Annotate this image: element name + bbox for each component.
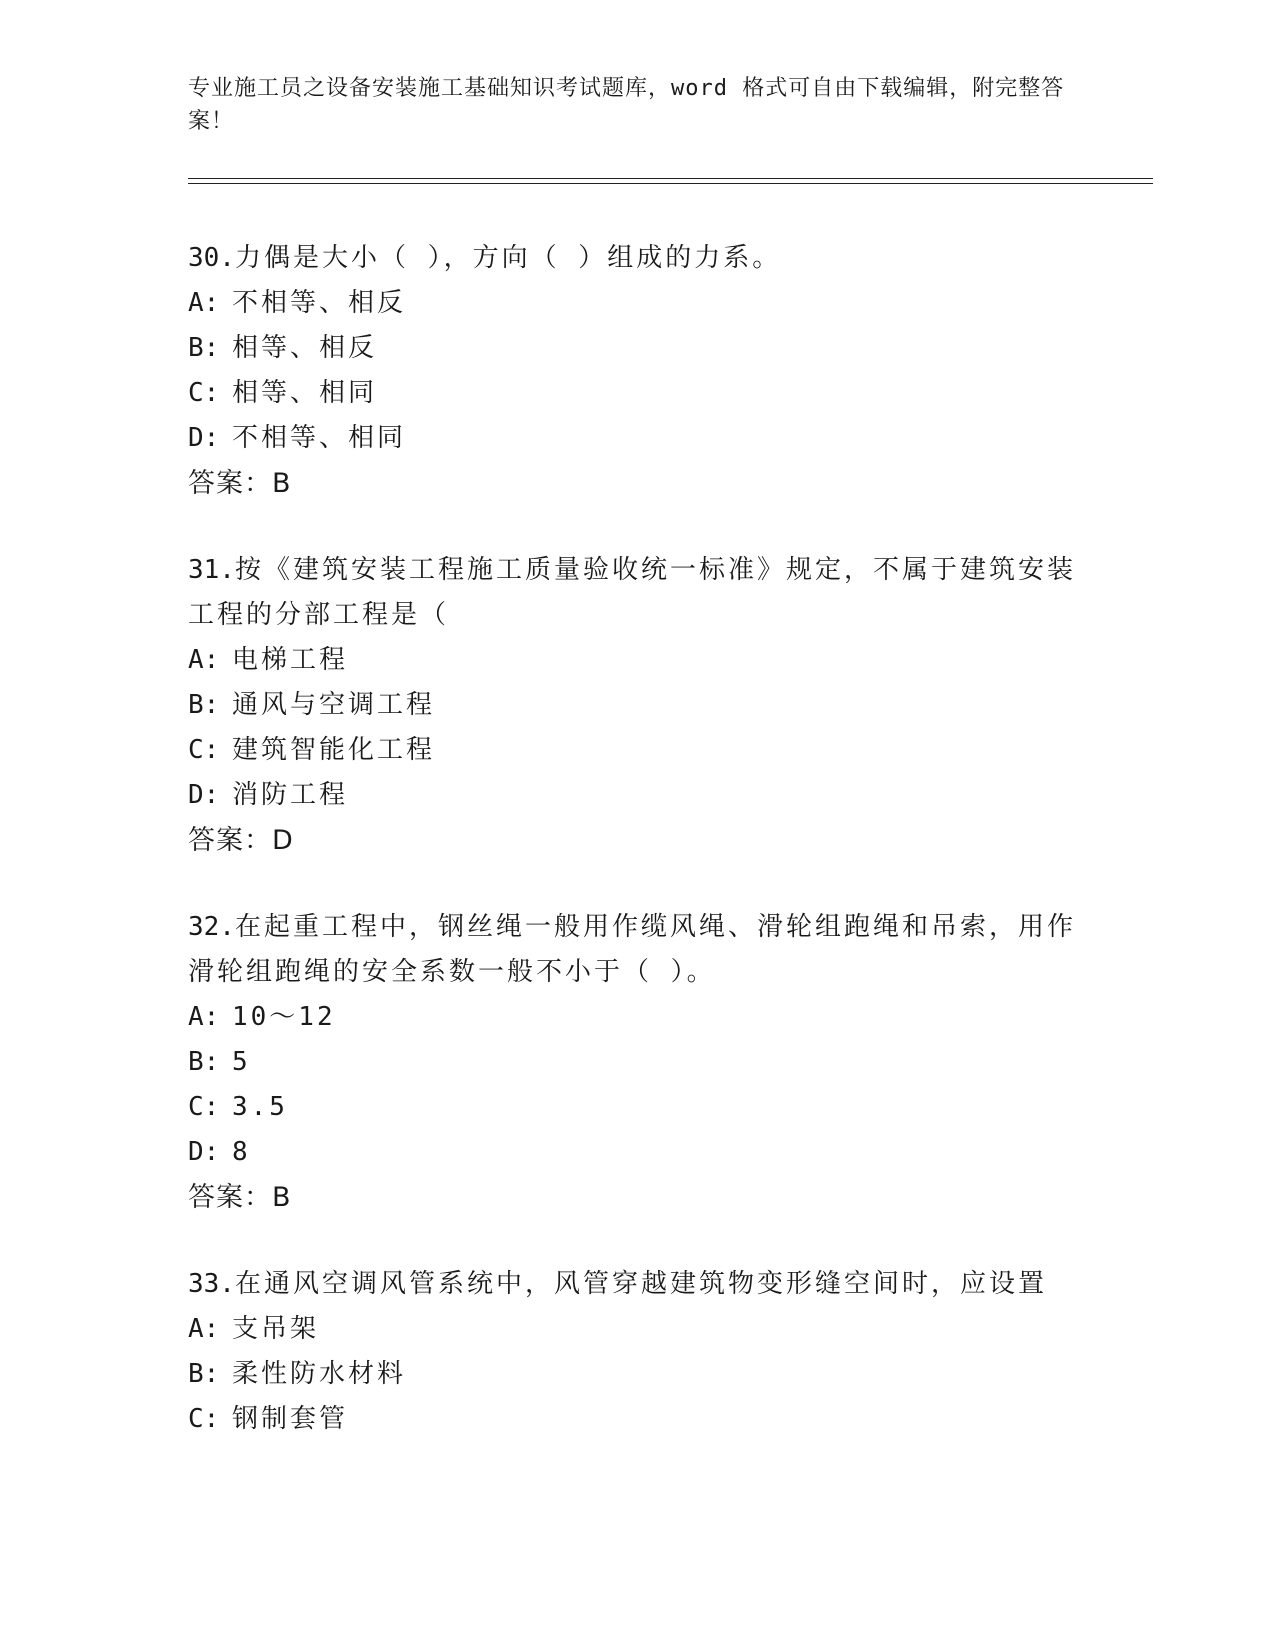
option-text: 建筑智能化工程 — [232, 735, 436, 765]
option-text: 钢制套管 — [232, 1404, 349, 1434]
option-b — [188, 1040, 1088, 1085]
option-key: C: — [188, 1404, 220, 1434]
question-body: 力偶是大小（ ），方向（ ）组成的力系。 — [234, 243, 782, 273]
question-number: 31. — [188, 555, 235, 585]
option-c — [188, 1085, 1088, 1130]
option-key: C: — [188, 735, 220, 765]
option-a — [188, 995, 1088, 1040]
option-b — [188, 326, 1088, 371]
question-number: 32. — [188, 912, 235, 942]
question-32 — [188, 905, 1088, 1220]
option-d — [188, 773, 1088, 818]
option-text: 不相等、相反 — [232, 288, 407, 318]
answer — [188, 818, 1088, 863]
option-b — [188, 1352, 1088, 1397]
option-key: C: — [188, 378, 220, 408]
option-text: 消防工程 — [232, 780, 349, 810]
option-text: 相等、相反 — [232, 333, 378, 363]
question-31 — [188, 548, 1088, 863]
answer-label: 答案： — [188, 825, 272, 856]
option-key: C: — [188, 1092, 220, 1122]
option-key: A: — [188, 1002, 220, 1032]
document-header — [188, 72, 1068, 138]
answer-label: 答案： — [188, 468, 272, 499]
option-c — [188, 728, 1088, 773]
option-text: 10～12 — [232, 1002, 336, 1032]
option-key: A: — [188, 1314, 220, 1344]
option-a — [188, 638, 1088, 683]
option-text: 柔性防水材料 — [232, 1359, 407, 1389]
option-key: D: — [188, 1137, 220, 1167]
question-30 — [188, 236, 1088, 506]
question-text — [188, 236, 1088, 281]
option-c — [188, 371, 1088, 416]
option-text: 5 — [232, 1047, 251, 1077]
option-a — [188, 281, 1088, 326]
answer — [188, 461, 1088, 506]
question-text — [188, 905, 1088, 995]
option-text: 支吊架 — [232, 1314, 320, 1344]
option-key: A: — [188, 645, 220, 675]
header-rule-top — [188, 178, 1153, 179]
answer-label: 答案： — [188, 1182, 272, 1213]
option-text: 通风与空调工程 — [232, 690, 436, 720]
question-number: 30. — [188, 243, 235, 273]
question-body: 在起重工程中，钢丝绳一般用作缆风绳、滑轮组跑绳和吊索，用作滑轮组跑绳的安全系数一般不小于（ ）。 — [188, 912, 1076, 987]
answer-value: B — [272, 1182, 292, 1213]
option-text: 3.5 — [232, 1092, 288, 1122]
option-b — [188, 683, 1088, 728]
option-key: A: — [188, 288, 220, 318]
question-body: 按《建筑安装工程施工质量验收统一标准》规定，不属于建筑安装工程的分部工程是（ — [188, 555, 1076, 630]
option-c — [188, 1397, 1088, 1442]
option-text: 相等、相同 — [232, 378, 378, 408]
option-text: 8 — [232, 1137, 251, 1167]
option-key: D: — [188, 423, 220, 453]
option-d — [188, 416, 1088, 461]
question-text — [188, 1262, 1088, 1307]
header-rule-bottom — [188, 183, 1153, 184]
option-text: 不相等、相同 — [232, 423, 407, 453]
question-list — [188, 236, 1088, 1484]
answer-value: D — [272, 825, 294, 856]
option-d — [188, 1130, 1088, 1175]
option-key: B: — [188, 1047, 220, 1077]
answer-value: B — [272, 468, 292, 499]
question-body: 在通风空调风管系统中，风管穿越建筑物变形缝空间时，应设置 — [234, 1269, 1047, 1299]
option-key: B: — [188, 690, 220, 720]
header-text: 专业施工员之设备安装施工基础知识考试题库，word 格式可自由下载编辑，附完整答案！ — [188, 76, 1065, 134]
option-key: B: — [188, 333, 220, 363]
answer — [188, 1175, 1088, 1220]
option-a — [188, 1307, 1088, 1352]
option-key: B: — [188, 1359, 220, 1389]
option-text: 电梯工程 — [232, 645, 349, 675]
question-33 — [188, 1262, 1088, 1442]
question-text — [188, 548, 1088, 638]
question-number: 33. — [188, 1269, 235, 1299]
option-key: D: — [188, 780, 220, 810]
